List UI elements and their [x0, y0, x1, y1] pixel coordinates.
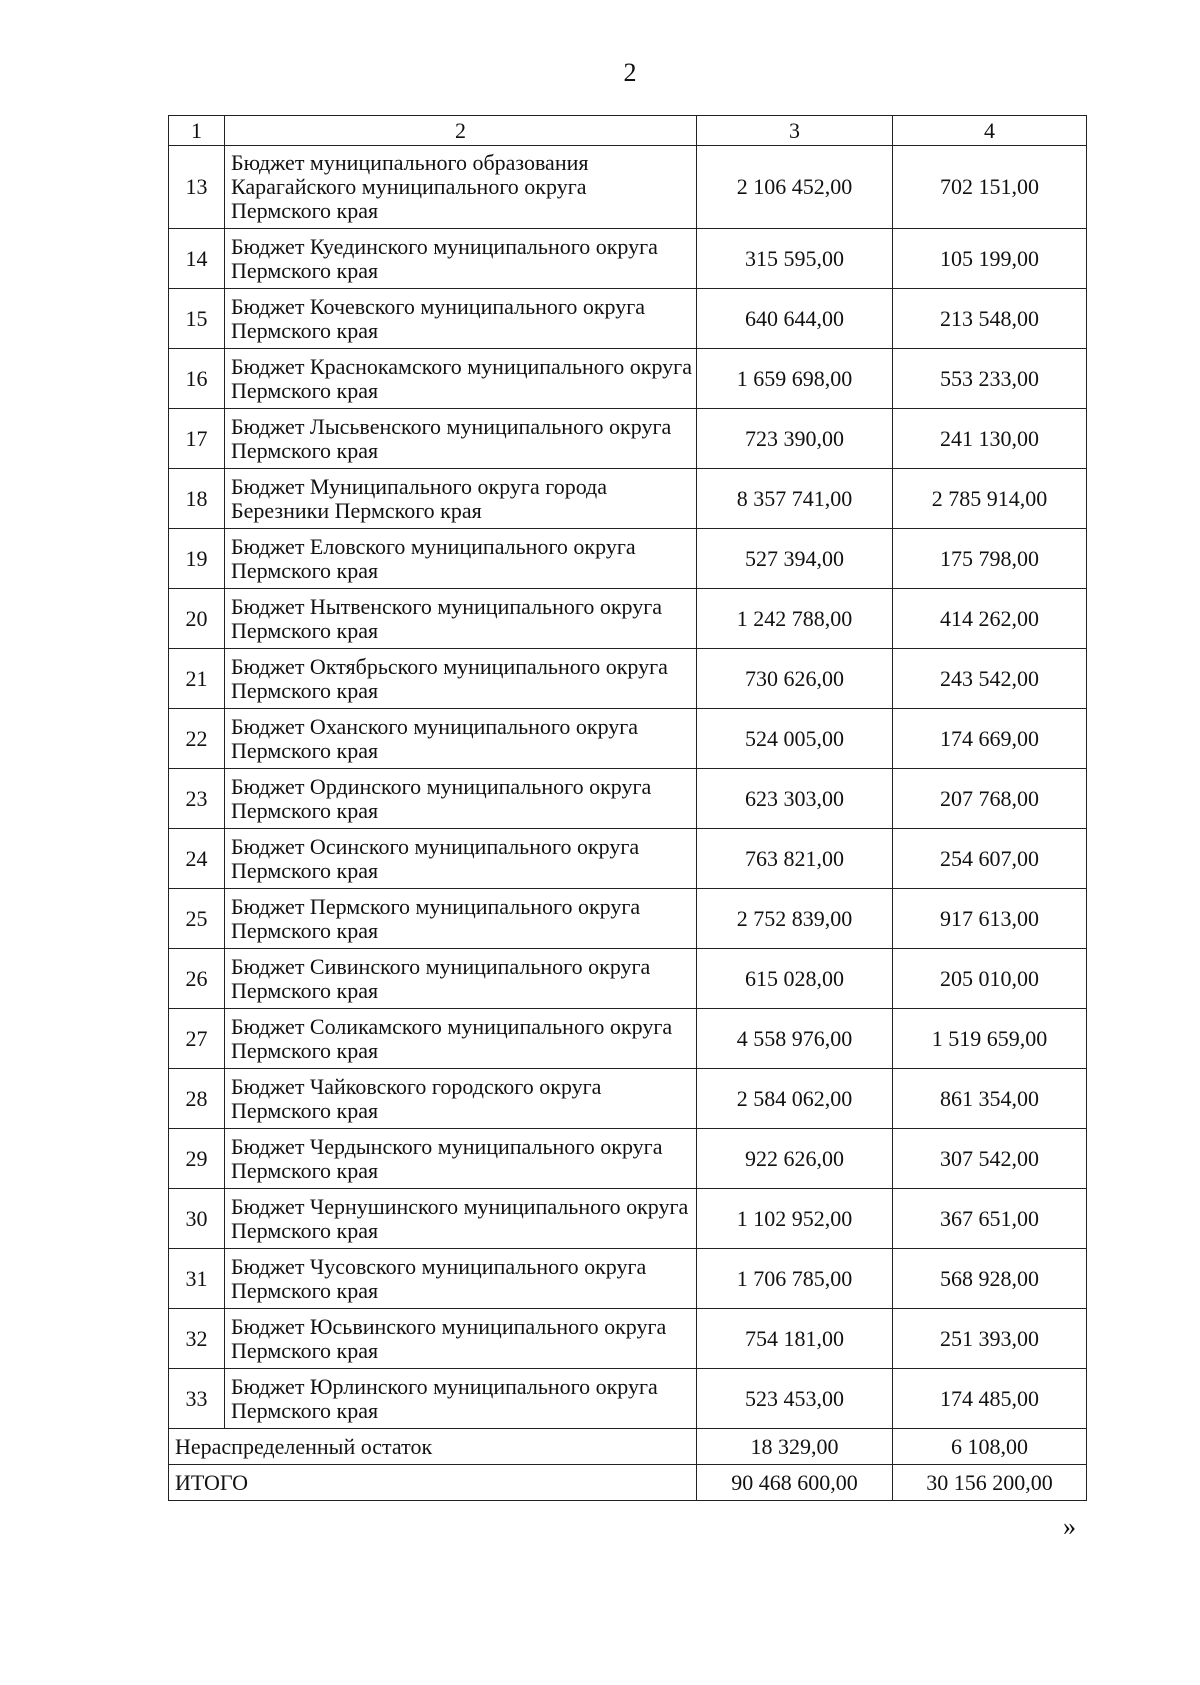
table-row	[169, 146, 1087, 229]
value-col-3: 524 005,00	[697, 709, 893, 769]
table-row	[169, 1189, 1087, 1249]
value-col-4: 1 519 659,00	[893, 1009, 1087, 1069]
value-col-4: 307 542,00	[893, 1129, 1087, 1189]
value-col-3: 763 821,00	[697, 829, 893, 889]
budget-name: Бюджет Чайковского городского округа Пермского края	[225, 1069, 697, 1129]
table-row	[169, 469, 1087, 529]
value-col-4: 702 151,00	[893, 146, 1087, 229]
row-number: 31	[169, 1249, 225, 1309]
value-col-3: 315 595,00	[697, 229, 893, 289]
value-col-3: 1 242 788,00	[697, 589, 893, 649]
value-col-4: 207 768,00	[893, 769, 1087, 829]
table-row	[169, 1069, 1087, 1129]
page-number: 2	[623, 58, 637, 87]
value-col-3: 1 706 785,00	[697, 1249, 893, 1309]
budget-name: Бюджет Пермского муниципального округа Пермского края	[225, 889, 697, 949]
header-col-2: 2	[225, 116, 697, 146]
table-row	[169, 289, 1087, 349]
table-row	[169, 1009, 1087, 1069]
total-row	[169, 1465, 1087, 1501]
total-col-3: 90 468 600,00	[697, 1465, 893, 1501]
value-col-4: 105 199,00	[893, 229, 1087, 289]
value-col-4: 917 613,00	[893, 889, 1087, 949]
budget-table	[168, 115, 1087, 1501]
row-number: 29	[169, 1129, 225, 1189]
budget-name: Бюджет Куединского муниципального округа Пермского края	[225, 229, 697, 289]
value-col-4: 174 485,00	[893, 1369, 1087, 1429]
budget-name: Бюджет Октябрьского муниципального округа Пермского края	[225, 649, 697, 709]
budget-name: Бюджет Соликамского муниципального округа Пермского края	[225, 1009, 697, 1069]
row-number: 16	[169, 349, 225, 409]
value-col-4: 241 130,00	[893, 409, 1087, 469]
table-row	[169, 649, 1087, 709]
value-col-3: 640 644,00	[697, 289, 893, 349]
row-number: 18	[169, 469, 225, 529]
budget-name: Бюджет Кочевского муниципального округа Пермского края	[225, 289, 697, 349]
budget-name: Бюджет Осинского муниципального округа Пермского края	[225, 829, 697, 889]
table-row	[169, 349, 1087, 409]
unallocated-label: Нераспределенный остаток	[169, 1429, 697, 1465]
unallocated-col-4: 6 108,00	[893, 1429, 1087, 1465]
value-col-3: 523 453,00	[697, 1369, 893, 1429]
table-row	[169, 709, 1087, 769]
table-row	[169, 529, 1087, 589]
row-number: 32	[169, 1309, 225, 1369]
value-col-4: 367 651,00	[893, 1189, 1087, 1249]
value-col-4: 254 607,00	[893, 829, 1087, 889]
table-row	[169, 829, 1087, 889]
row-number: 19	[169, 529, 225, 589]
row-number: 24	[169, 829, 225, 889]
table-row	[169, 229, 1087, 289]
row-number: 27	[169, 1009, 225, 1069]
value-col-4: 213 548,00	[893, 289, 1087, 349]
value-col-3: 615 028,00	[697, 949, 893, 1009]
budget-name: Бюджет Еловского муниципального округа Пермского края	[225, 529, 697, 589]
budget-name: Бюджет Чусовского муниципального округа Пермского края	[225, 1249, 697, 1309]
value-col-4: 174 669,00	[893, 709, 1087, 769]
budget-name: Бюджет Оханского муниципального округа Пермского края	[225, 709, 697, 769]
table-row	[169, 769, 1087, 829]
row-number: 22	[169, 709, 225, 769]
table-row	[169, 889, 1087, 949]
value-col-4: 2 785 914,00	[893, 469, 1087, 529]
budget-name: Бюджет Юсьвинского муниципального округа Пермского края	[225, 1309, 697, 1369]
unallocated-col-3: 18 329,00	[697, 1429, 893, 1465]
value-col-4: 568 928,00	[893, 1249, 1087, 1309]
budget-name: Бюджет Нытвенского муниципального округа Пермского края	[225, 589, 697, 649]
unallocated-row	[169, 1429, 1087, 1465]
header-col-1: 1	[169, 116, 225, 146]
value-col-3: 1 659 698,00	[697, 349, 893, 409]
row-number: 17	[169, 409, 225, 469]
row-number: 13	[169, 146, 225, 229]
table-row	[169, 1309, 1087, 1369]
value-col-3: 527 394,00	[697, 529, 893, 589]
value-col-3: 8 357 741,00	[697, 469, 893, 529]
value-col-4: 861 354,00	[893, 1069, 1087, 1129]
value-col-3: 2 584 062,00	[697, 1069, 893, 1129]
budget-name: Бюджет Чердынского муниципального округа Пермского края	[225, 1129, 697, 1189]
table-row	[169, 1249, 1087, 1309]
table-row	[169, 1369, 1087, 1429]
value-col-3: 623 303,00	[697, 769, 893, 829]
table-row	[169, 1129, 1087, 1189]
value-col-4: 175 798,00	[893, 529, 1087, 589]
row-number: 15	[169, 289, 225, 349]
total-label: ИТОГО	[169, 1465, 697, 1501]
value-col-3: 730 626,00	[697, 649, 893, 709]
value-col-3: 922 626,00	[697, 1129, 893, 1189]
budget-name: Бюджет муниципального образования Карагайского муниципального округа Пермского края	[225, 146, 697, 229]
row-number: 20	[169, 589, 225, 649]
value-col-3: 754 181,00	[697, 1309, 893, 1369]
value-col-4: 553 233,00	[893, 349, 1087, 409]
row-number: 25	[169, 889, 225, 949]
budget-name: Бюджет Лысьвенского муниципального округа Пермского края	[225, 409, 697, 469]
row-number: 23	[169, 769, 225, 829]
row-number: 30	[169, 1189, 225, 1249]
table-row	[169, 949, 1087, 1009]
value-col-3: 4 558 976,00	[697, 1009, 893, 1069]
budget-name: Бюджет Юрлинского муниципального округа Пермского края	[225, 1369, 697, 1429]
budget-name: Бюджет Ординского муниципального округа Пермского края	[225, 769, 697, 829]
value-col-3: 723 390,00	[697, 409, 893, 469]
header-row	[169, 116, 1087, 146]
budget-name: Бюджет Муниципального округа города Березники Пермского края	[225, 469, 697, 529]
row-number: 21	[169, 649, 225, 709]
row-number: 26	[169, 949, 225, 1009]
value-col-3: 1 102 952,00	[697, 1189, 893, 1249]
header-col-4: 4	[893, 116, 1087, 146]
table-row	[169, 409, 1087, 469]
row-number: 33	[169, 1369, 225, 1429]
budget-name: Бюджет Сивинского муниципального округа Пермского края	[225, 949, 697, 1009]
row-number: 28	[169, 1069, 225, 1129]
value-col-3: 2 106 452,00	[697, 146, 893, 229]
value-col-4: 414 262,00	[893, 589, 1087, 649]
budget-name: Бюджет Чернушинского муниципального округа Пермского края	[225, 1189, 697, 1249]
table-row	[169, 589, 1087, 649]
row-number: 14	[169, 229, 225, 289]
total-col-4: 30 156 200,00	[893, 1465, 1087, 1501]
budget-name: Бюджет Краснокамского муниципального округа Пермского края	[225, 349, 697, 409]
value-col-4: 251 393,00	[893, 1309, 1087, 1369]
closing-quote-mark: »	[1063, 1512, 1076, 1541]
value-col-3: 2 752 839,00	[697, 889, 893, 949]
value-col-4: 243 542,00	[893, 649, 1087, 709]
header-col-3: 3	[697, 116, 893, 146]
value-col-4: 205 010,00	[893, 949, 1087, 1009]
